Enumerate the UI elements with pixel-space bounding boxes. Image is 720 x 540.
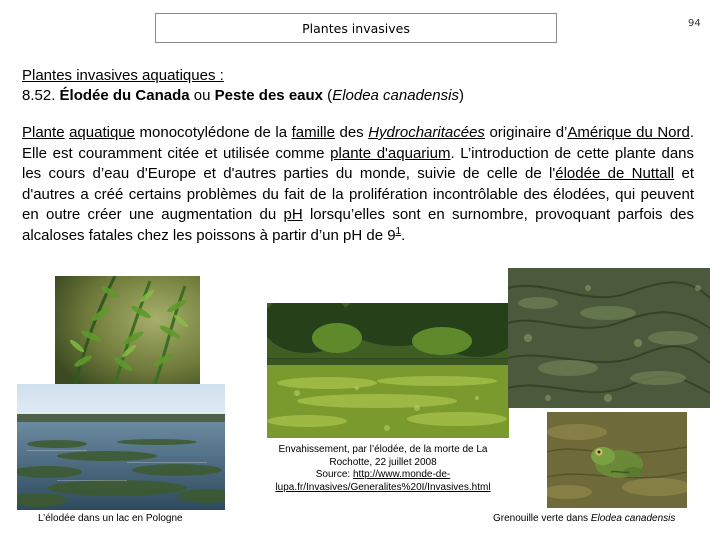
caption-pond-source (248, 469, 518, 482)
header-title: Plantes invasives (302, 20, 410, 36)
elodea-mat-photo (508, 268, 710, 408)
pond-drawing (267, 303, 509, 438)
page-number: 94 (688, 18, 701, 29)
link-plante[interactable]: Plante (22, 124, 65, 141)
caption-lake: L’élodée dans un lac en Pologne (38, 513, 183, 524)
text-segment: . Elle est couramment citée et utilisée comme (22, 124, 695, 162)
section-number: 8.52. (22, 87, 56, 104)
link-plante-aquarium[interactable]: plante d'aquarium (330, 144, 451, 162)
link-aquatique[interactable]: aquatique (69, 124, 135, 141)
caption-pond-line2: Rochotte, 22 juillet 2008 (329, 456, 437, 468)
lake-poland-photo (17, 384, 225, 510)
scientific-name: Elodea canadensis (332, 87, 459, 104)
footnote-link[interactable]: 1 (395, 225, 402, 237)
caption-frog-prefix: Grenouille verte dans (493, 513, 591, 524)
elodea-closeup-drawing (55, 276, 200, 384)
section-heading-suffix: : (215, 67, 224, 84)
link-famille[interactable]: famille (291, 124, 335, 141)
species-title (22, 86, 712, 106)
section-heading-title: Plantes invasives aquatiques (22, 67, 216, 84)
caption-pond (248, 444, 518, 494)
caption-frog (493, 513, 675, 526)
text-segment: monocotylédone de la (135, 124, 292, 141)
text-segment: lorsqu’elles sont en surnombre, provoquant parfois des alcaloses fatales chez les poissons à partir d’un pH de 9 (22, 206, 694, 244)
header-title-box (155, 13, 557, 43)
link-hydrocharitacees[interactable]: Hydrocharitacées (368, 124, 485, 141)
lake-drawing (17, 384, 225, 510)
source-link-part2[interactable]: lupa.fr/Invasives/Generalites%20I/Invasives.html (275, 481, 491, 493)
elodea-closeup-photo (55, 276, 200, 384)
elodea-mat-drawing (508, 268, 710, 408)
text-segment: originaire d’ (484, 124, 568, 141)
sci-close: ) (458, 87, 464, 104)
species-name-1: Élodée du Canada (59, 87, 190, 104)
text-segment: des (334, 124, 369, 141)
frog-photo (547, 412, 687, 508)
caption-source-label: Source: (315, 469, 353, 480)
caption-pond-line1: Envahissement, par l’élodée, de la morte de La (278, 444, 488, 455)
text-segment: . L’introduction de cette plante dans les cours d’eau d'Europe et d'autres parties du monde, suivie de celle de l' (22, 144, 694, 182)
text-segment: et d'autres a créé certains problèmes du fait de la prolifération incontrôlable des élodées, qui peuvent en outre créer une augmentation du (22, 165, 694, 223)
caption-frog-species: Elodea canadensis (590, 513, 676, 524)
description-paragraph (22, 123, 694, 246)
text-segment: . (401, 226, 406, 244)
sci-open: ( (323, 87, 333, 104)
species-name-2: Peste des eaux (214, 87, 324, 104)
source-link-part1[interactable]: http://www.monde-de- (352, 469, 451, 480)
section-heading (22, 66, 712, 106)
frog-drawing (547, 412, 687, 508)
link-elodee-nuttall[interactable]: élodée de Nuttall (555, 165, 675, 182)
pond-rochotte-photo (267, 303, 509, 438)
species-joiner: ou (189, 87, 215, 104)
link-amerique-du-nord[interactable]: Amérique du Nord (567, 124, 690, 141)
link-ph[interactable]: pH (283, 206, 303, 223)
